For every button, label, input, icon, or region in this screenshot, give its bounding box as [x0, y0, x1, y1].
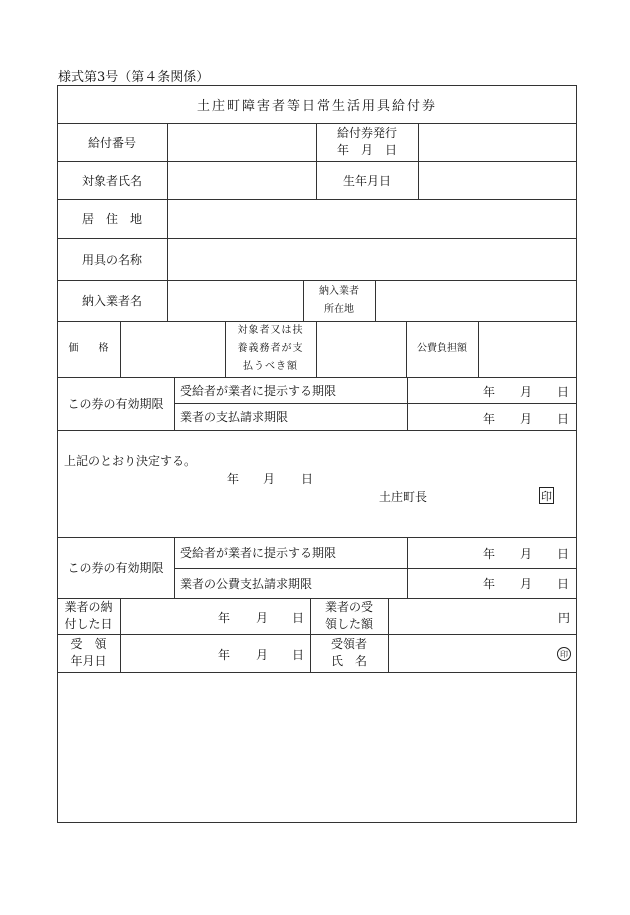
validity1-row2-date	[407, 403, 576, 430]
vendor-name-label: 納入業者名	[81, 294, 142, 308]
mayor-seal: 印	[539, 487, 554, 504]
paid-line1: 業者の納	[64, 600, 113, 614]
col-line	[167, 280, 168, 321]
row-line	[57, 430, 577, 431]
vendor-paid-date-label	[57, 598, 120, 634]
receiver-name-label	[310, 634, 388, 672]
year-unit: 年	[483, 385, 496, 399]
validity2-row1-label: 受給者が業者に提示する期限	[180, 546, 337, 560]
birth-label: 生年月日	[342, 173, 391, 188]
border-right	[576, 85, 577, 823]
receiver-line1: 受領者	[330, 637, 367, 651]
year-unit: 年	[218, 611, 231, 625]
col-line	[478, 321, 479, 377]
validity1-row2-label: 業者の支払請求期限	[180, 410, 289, 424]
month-unit: 月	[520, 547, 533, 561]
vendor-location-label	[303, 280, 375, 321]
year-unit: 年	[483, 547, 496, 561]
form-number-label: 様式第3号（第４条関係）	[58, 70, 210, 85]
row-line	[57, 321, 577, 322]
year-unit: 年	[218, 648, 231, 662]
decision-text: 上記のとおり決定する。	[64, 454, 197, 468]
price-label: 価 格	[68, 343, 109, 354]
payer-line1: 対象者又は扶	[237, 325, 304, 336]
recv-date-line1: 受 領	[70, 637, 107, 651]
col-line	[388, 598, 389, 672]
day-unit: 日	[292, 611, 305, 625]
day-unit: 日	[557, 577, 570, 591]
col-line	[418, 123, 419, 199]
payer-line2: 養義務者が支	[237, 343, 304, 354]
vendor-loc-line1: 納入業者	[319, 285, 359, 297]
col-line	[174, 377, 175, 430]
col-line	[174, 537, 175, 598]
day-unit: 日	[301, 472, 314, 486]
validity-label-2: この券の有効期限	[67, 561, 164, 575]
vendor-loc-line2: 所在地	[324, 303, 354, 315]
col-line	[120, 321, 121, 377]
month-unit: 月	[263, 472, 276, 486]
validity2-row2-date	[407, 568, 576, 598]
month-unit: 月	[256, 648, 269, 662]
recv-amount-line1: 業者の受	[324, 600, 373, 614]
issue-label-line2: 年 月 日	[336, 143, 397, 157]
public-burden-label: 公費負担額	[417, 343, 467, 354]
day-unit: 日	[292, 648, 305, 662]
validity1-row1-label: 受給者が業者に提示する期限	[180, 383, 337, 398]
mayor-label: 土庄町長	[379, 490, 428, 504]
year-unit: 年	[227, 472, 240, 486]
validity1-row1-date	[407, 377, 576, 403]
col-line	[316, 321, 317, 377]
validity2-row2-label: 業者の公費支払請求期限	[180, 576, 313, 591]
form-title: 土庄町障害者等日常生活用具給付券	[196, 98, 437, 114]
receipt-date-label	[57, 634, 120, 672]
month-unit: 月	[520, 577, 533, 591]
paid-line2: 付した日	[64, 617, 113, 631]
month-unit: 月	[520, 385, 533, 399]
name-label: 対象者氏名	[81, 173, 142, 188]
year-unit: 年	[483, 412, 496, 426]
vendor-paid-date	[120, 598, 310, 634]
day-unit: 日	[557, 547, 570, 561]
month-unit: 月	[520, 412, 533, 426]
recv-amount-line2: 領した額	[324, 617, 373, 631]
received-amount-label	[310, 598, 388, 634]
row-line	[57, 672, 577, 673]
day-unit: 日	[557, 412, 570, 426]
number-label: 給付番号	[87, 135, 136, 150]
address-label: 居 住 地	[81, 212, 142, 226]
item-name-label: 用具の名称	[81, 252, 142, 267]
month-unit: 月	[256, 611, 269, 625]
payer-line3: 払うべき額	[243, 361, 298, 372]
payer-amount-label	[225, 321, 316, 377]
validity2-row1-date	[407, 537, 576, 568]
recv-date-line2: 年月日	[70, 654, 107, 668]
decision-date	[220, 470, 330, 486]
receiver-line2: 氏 名	[330, 654, 367, 668]
issue-label-line1: 給付券発行	[336, 126, 397, 140]
year-unit: 年	[483, 577, 496, 591]
col-line	[375, 280, 376, 321]
yen-unit: 円	[558, 611, 571, 625]
validity-label-1: この券の有効期限	[67, 397, 164, 411]
receiver-seal: 印	[557, 647, 571, 661]
col-line	[167, 123, 168, 280]
receipt-date	[120, 634, 310, 672]
day-unit: 日	[557, 385, 570, 399]
border-bottom	[57, 822, 577, 823]
issue-date-label	[316, 123, 418, 161]
